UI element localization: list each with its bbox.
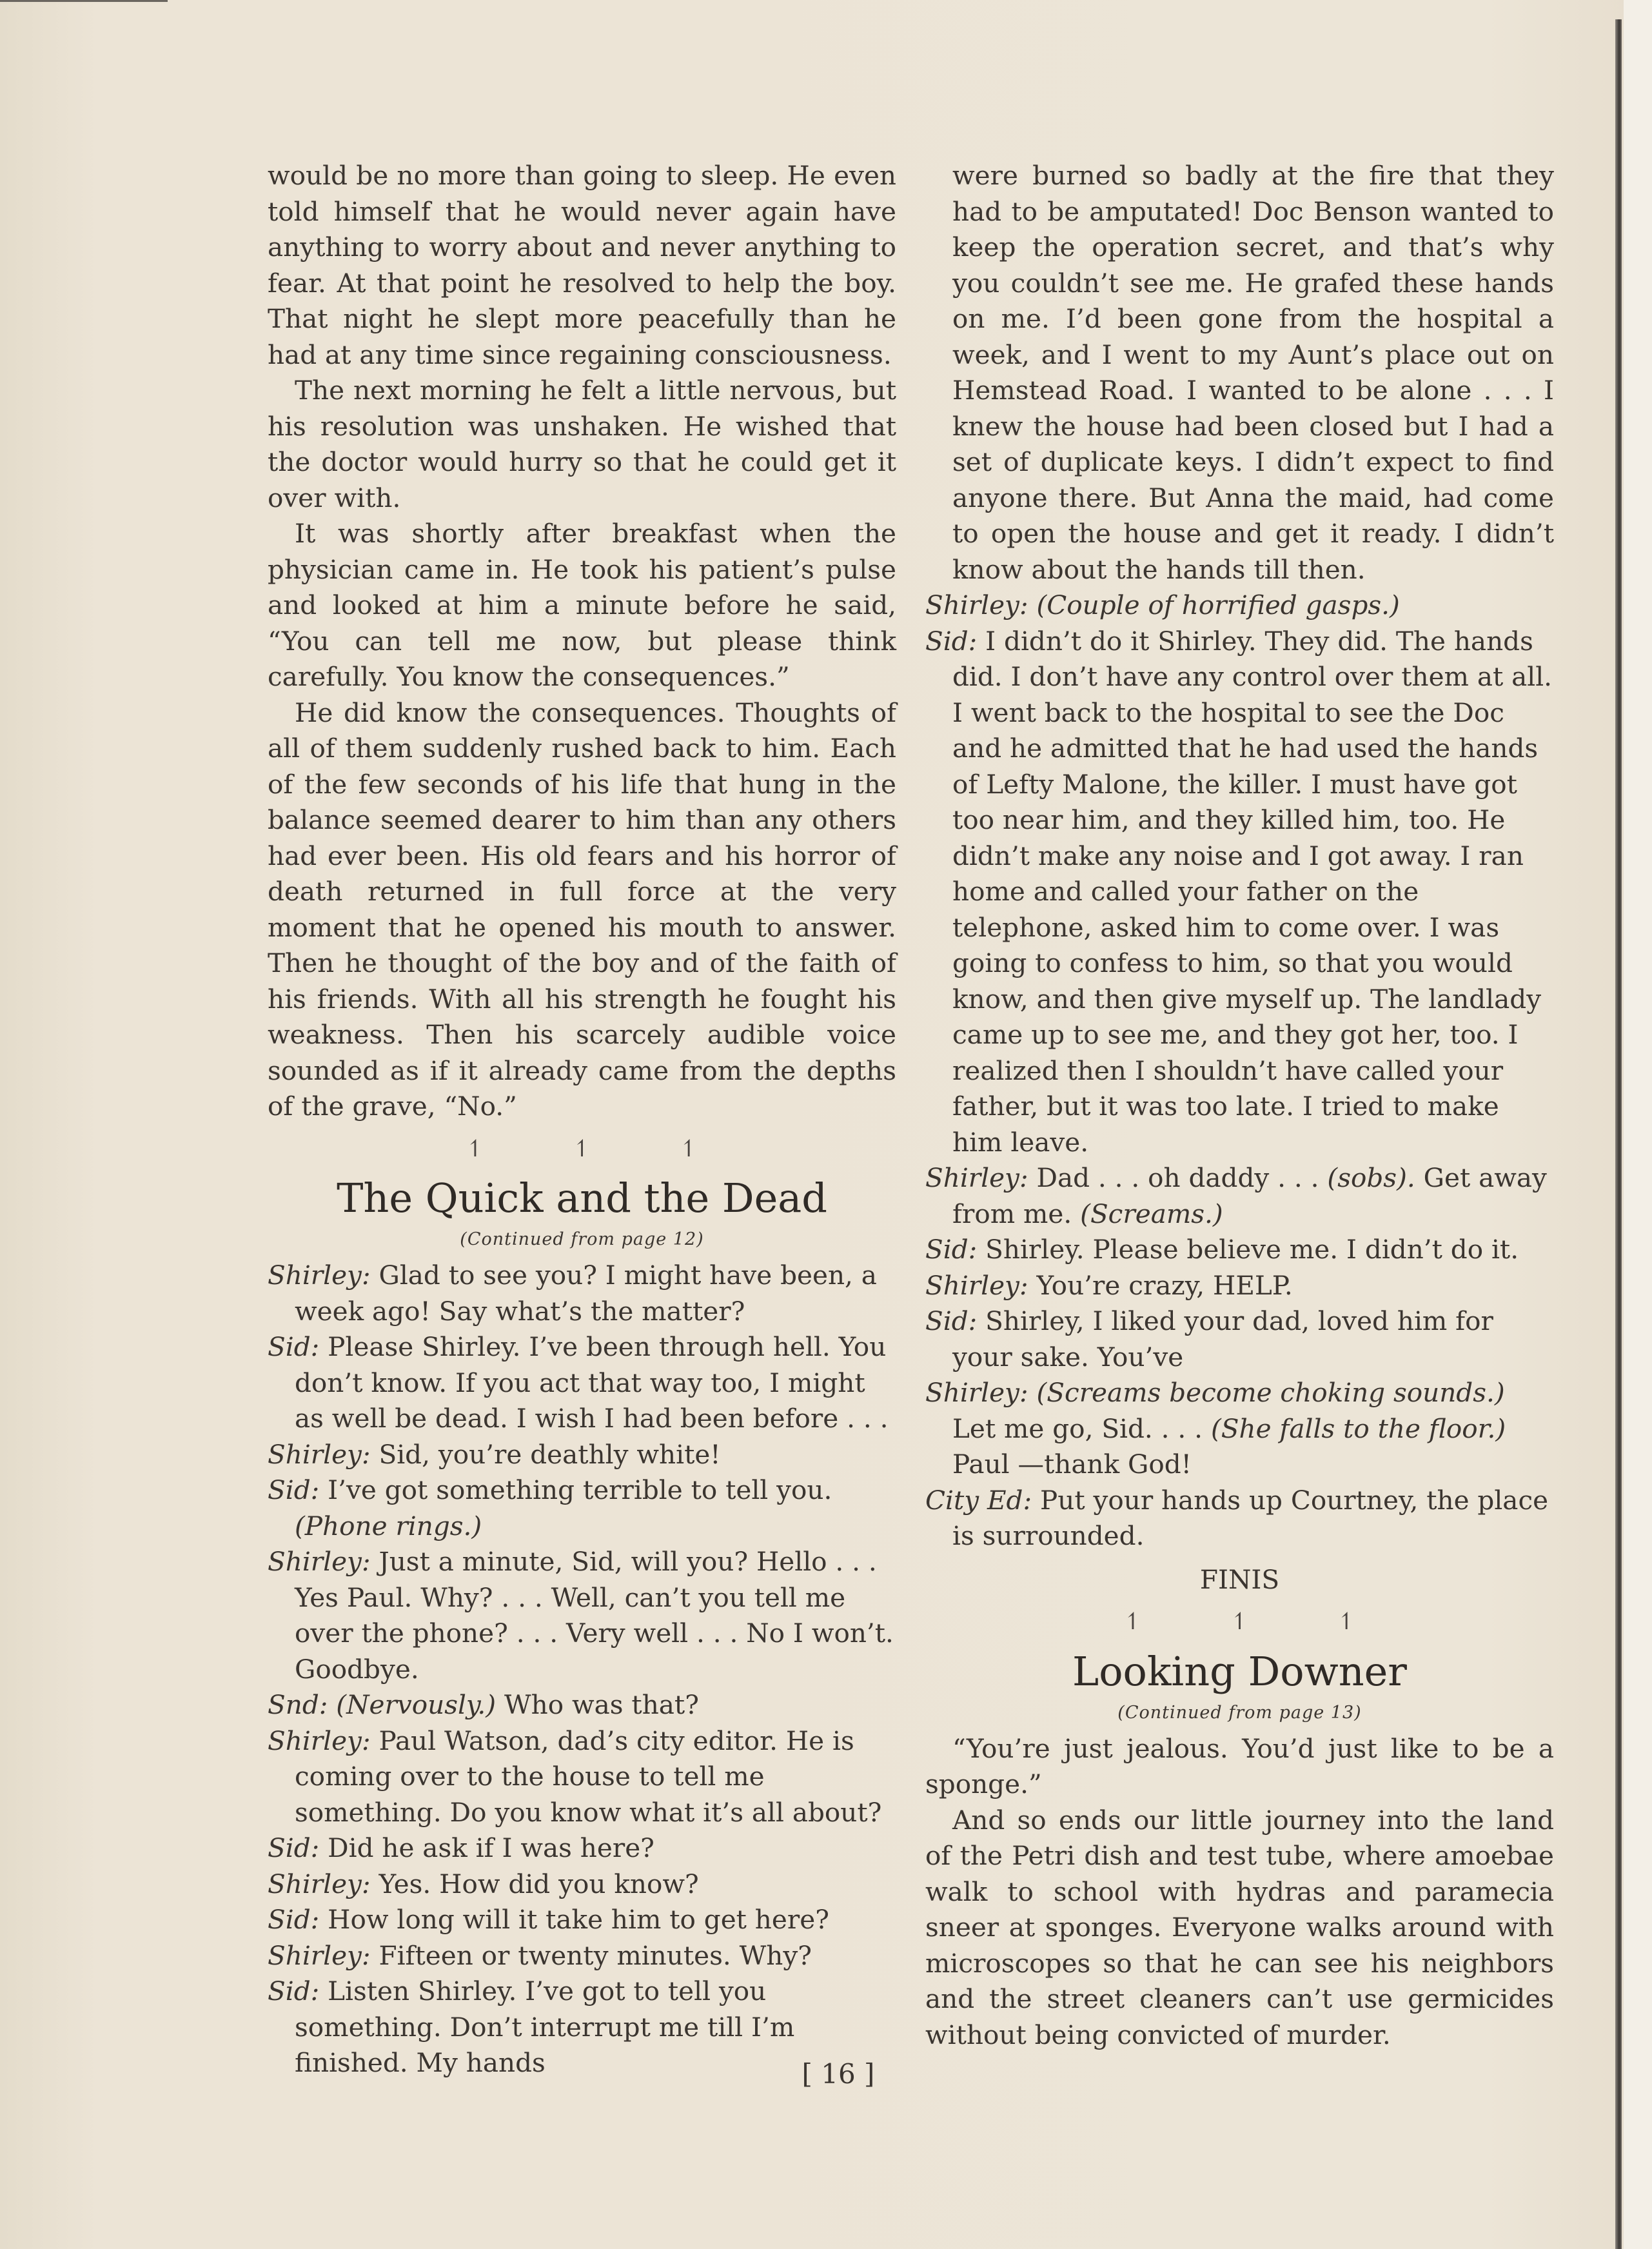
line-text: How long will it take him to get here? [319,1904,829,1935]
line-text: Put your hands up Courtney, the place is surrounded. [952,1484,1549,1551]
section-title: The Quick and the Dead [337,1174,827,1222]
dialogue-line [268,1544,896,1687]
dialogue-line [925,588,1554,624]
line-text: Listen Shirley. I’ve got to tell you something. Don’t interrupt me till I’m finished. My hands [295,1976,795,2078]
paragraph: would be no more than going to sleep. He even told himself that he would never again have anything to worry about and never anything to fear. At that point he resolved to help the boy. That night he slept more peacefully than he had at any time since regaining consciousness. [268,160,896,370]
dialogue-line [925,624,1554,1161]
speaker: Snd: [268,1689,328,1720]
speaker: Shirley: [925,1162,1028,1193]
speaker: Shirley: [925,1377,1028,1408]
dialogue-line [925,1375,1554,1483]
line-text: Fifteen or twenty minutes. Why? [370,1939,812,1971]
stage-direction: (Screams become choking sounds.) [1028,1377,1505,1408]
line-text: Please Shirley. I’ve been through hell. You don’t know. If you act that way too, I might as well be dead. I wish I had been before . . . [295,1331,889,1434]
speaker: Shirley: [925,589,1028,620]
continued-note: (Continued from page 13) [1117,1702,1362,1723]
dialogue-line [268,1938,896,1974]
speaker: Sid: [268,1976,320,2006]
speaker: Shirley: [268,1438,371,1470]
dialogue-line [268,1472,896,1544]
dialogue-line [925,1160,1554,1232]
section-title: Looking Downer [1072,1647,1407,1695]
speaker: Sid: [925,1305,978,1336]
dialogue-line [268,1258,896,1329]
stage-direction: (Screams.) [1080,1198,1223,1229]
paragraph: And so ends our little journey into the land of the Petri dish and test tube, where amoebae walk to school with hydras and paramecia sneer at sponges. Everyone walks around with microscopes so that he can see his neighbors and the street cleaners can’t use germicides without being convicted of murder. [925,1804,1554,2050]
dialogue-line [268,1830,896,1867]
paragraph: He did know the consequences. Thoughts of all of them suddenly rushed back to him. Each of the few seconds of his life that hung in the balance seemed dearer to him than any others had ever been. His old fears and his horror of death returned in full force at the very moment that he opened his mouth to answer. Then he thought of the boy and of the faith of his friends. With all his strength he fought his weakness. Then his scarcely audible voice sounded as if it already came from the depths of the grave, “No.” [268,697,896,1122]
line-text: Shirley, I liked your dad, loved him for your sake. You’ve [952,1305,1493,1372]
dialogue-line [925,1232,1554,1268]
line-text: Who was that? [496,1689,699,1720]
line-text: Yes. How did you know? [370,1868,699,1899]
line-text: Glad to see you? I might have been, a week ago! Say what’s the matter? [295,1260,877,1327]
speaker: Shirley: [268,1260,371,1291]
line-text: I’ve got something terrible to tell you. [319,1474,832,1505]
speaker: Shirley: [268,1546,371,1577]
line-text: Dad . . . oh daddy . . . [1028,1162,1328,1193]
finis-label: FINIS [1199,1563,1280,1595]
line-text: Let me go, Sid. . . . [952,1412,1211,1444]
speaker: Shirley: [268,1725,371,1756]
speaker: Shirley: [925,1269,1028,1301]
speaker: Sid: [925,625,978,657]
speaker: Sid: [268,1832,320,1863]
line-text: Get away from me. [952,1162,1547,1229]
page-number: [ 16 ] [801,2058,875,2090]
dialogue-line [268,1867,896,1903]
stage-direction: (Nervously.) [328,1689,497,1720]
line-text: Did he ask if I was here? [319,1832,654,1863]
dialogue-line [268,1437,896,1473]
line-text: Just a minute, Sid, will you? Hello . . . Yes Paul. Why? . . . Well, can’t you tell me over the phone? . . . Very well . . . No I won’t. Goodbye. [295,1546,894,1685]
speaker: Sid: [925,1234,978,1265]
paragraph: It was shortly after breakfast when the physician came in. He took his patient’s pulse and looked at him a minute before he said, “You can tell me now, but please think carefully. You know the consequences.” [268,518,896,692]
page-edge-top [0,0,168,2]
speaker: City Ed: [925,1484,1032,1516]
line-text: Paul Watson, dad’s city editor. He is coming over to the house to tell me something. Do you know what it’s all about? [295,1725,882,1828]
stage-direction: (sobs). [1327,1162,1415,1193]
section-ornament: ↿ ↿ ↿ [465,1135,739,1162]
speaker: Sid: [268,1331,320,1362]
left-column [268,158,896,2081]
line-text: You’re crazy, HELP. [1028,1269,1293,1301]
binding-edge [1624,0,1652,2249]
stage-direction: (Phone rings.) [295,1510,482,1541]
dialogue-line [268,1723,896,1831]
line-text: I didn’t do it Shirley. They did. The hands did. I don’t have any control over them at all. I went back to the hospital to see the Doc and he admitted that he had used the hands of Lefty Malone, the killer. I must have got too near him, and they killed him, too. He didn’t make any noise and I got away. I ran home and called your father on the telephone, asked him to come over. I was going to confess to him, so that you would know, and then give myself up. The landlady came up to see me, and they got her, too. I realized then I shouldn’t have called your father, but it was too late. I tried to make him leave. [952,625,1553,1158]
page-edge-right [1615,19,1622,2249]
speaker: Sid: [268,1904,320,1935]
dialogue-line [925,1303,1554,1375]
dialogue-line [925,1268,1554,1304]
dialogue-continuation: were burned so badly at the fire that they had to be amputated! Doc Benson wanted to keep the operation secret, and that’s why you couldn’t see me. He grafed these hands on me. I’d been gone from the hospital a week, and I went to my Aunt’s place out on Hemstead Road. I wanted to be alone . . . I knew the house had been closed but I had a set of duplicate keys. I didn’t expect to find anyone there. But Anna the maid, had come to open the house and get it ready. I didn’t know about the hands till then. [952,160,1554,585]
dialogue-line [925,1483,1554,1554]
line-text: Shirley. Please believe me. I didn’t do it. [977,1234,1519,1265]
continued-note: (Continued from page 12) [460,1229,704,1249]
dialogue-line [268,1687,896,1723]
speaker: Sid: [268,1474,320,1505]
speaker: Shirley: [268,1868,371,1899]
speaker: Shirley: [268,1939,371,1971]
line-text: Sid, you’re deathly white! [370,1438,721,1470]
paragraph: The next morning he felt a little nervous, but his resolution was unshaken. He wished that the doctor would hurry so that he could get it over with. [268,375,896,513]
dialogue-line [268,1329,896,1437]
stage-direction: (She falls to the floor.) [1210,1412,1506,1444]
section-ornament: ↿ ↿ ↿ [1123,1609,1397,1635]
stage-direction: (Couple of horrified gasps.) [1028,589,1400,620]
paragraph: “You’re just jealous. You’d just like to be a sponge.” [925,1732,1554,1799]
dialogue-line [268,1902,896,1938]
line-text: Paul —thank God! [952,1449,1192,1480]
right-column [925,158,1554,2053]
